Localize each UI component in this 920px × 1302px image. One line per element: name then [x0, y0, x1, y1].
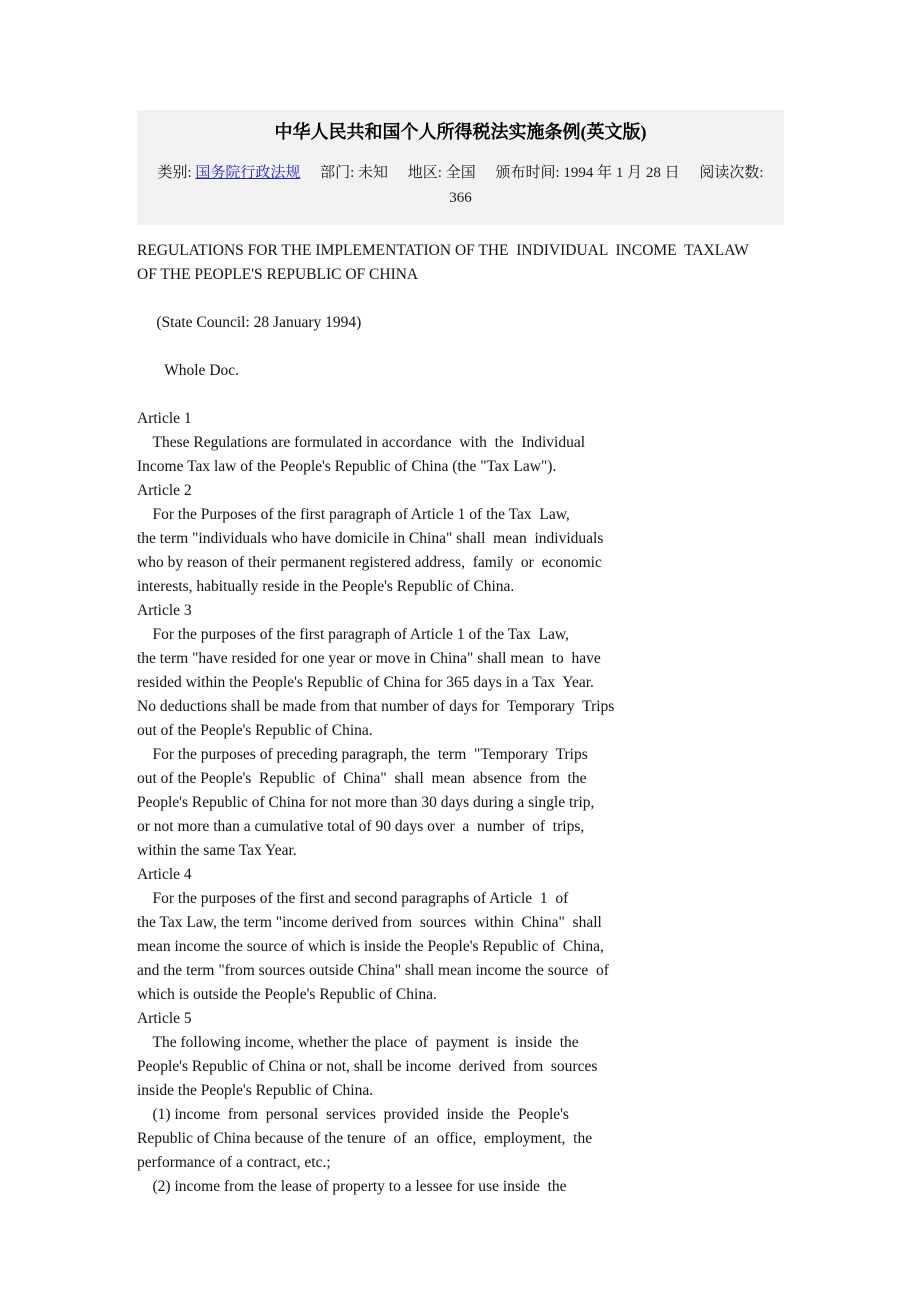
text-line: out of the People's Republic of China" shall mean absence from the: [137, 770, 587, 787]
text-line: within the same Tax Year.: [137, 842, 297, 859]
page-title: 中华人民共和国个人所得税法实施条例(英文版): [274, 122, 647, 142]
text-line: who by reason of their permanent registered address, family or economic: [137, 554, 602, 571]
document-body: [137, 239, 784, 1199]
text-line: Article 1: [137, 410, 192, 427]
text-line: For the purposes of the first paragraph of Article 1 of the Tax Law,: [137, 626, 569, 643]
meta-category: [157, 165, 300, 181]
meta-region: 地区: 全国: [407, 165, 476, 181]
document-lines: [137, 407, 784, 1199]
text-line: For the purposes of the first and second paragraphs of Article 1 of: [137, 890, 569, 907]
text-line: Republic of China because of the tenure of an office, employment, the: [137, 1130, 593, 1147]
text-line: interests, habitually reside in the People's Republic of China.: [137, 578, 515, 595]
text-line: People's Republic of China for not more than 30 days during a single trip,: [137, 794, 595, 811]
text-line: performance of a contract, etc.;: [137, 1154, 331, 1171]
text-line: Article 5: [137, 1010, 192, 1027]
meta-reads-label: 阅读次数:: [699, 165, 764, 181]
meta-reads-value: 366: [449, 190, 472, 206]
text-line: the Tax Law, the term "income derived from sources within China" shall: [137, 914, 602, 931]
whole-doc-label: Whole Doc.: [137, 362, 240, 379]
text-line: out of the People's Republic of China.: [137, 722, 373, 739]
text-line: People's Republic of China or not, shall be income derived from sources: [137, 1058, 598, 1075]
header-banner: [137, 110, 784, 225]
text-line: the term "have resided for one year or move in China" shall mean to have: [137, 650, 601, 667]
text-line: inside the People's Republic of China.: [137, 1082, 374, 1099]
text-line: Article 2: [137, 482, 192, 499]
meta-category-label: 类别:: [157, 165, 196, 181]
text-line: which is outside the People's Republic of China.: [137, 986, 437, 1003]
text-line: the term "individuals who have domicile in China" shall mean individuals: [137, 530, 604, 547]
text-line: Article 3: [137, 602, 192, 619]
category-link[interactable]: 国务院行政法规: [195, 165, 301, 181]
text-line: Article 4: [137, 866, 192, 883]
text-line: or not more than a cumulative total of 90 days over a number of trips,: [137, 818, 585, 835]
text-line: resided within the People's Republic of China for 365 days in a Tax Year.: [137, 674, 594, 691]
document-heading-line: REGULATIONS FOR THE IMPLEMENTATION OF THE INDIVIDUAL INCOME TAXLAW: [137, 242, 749, 259]
text-line: The following income, whether the place of payment is inside the: [137, 1034, 579, 1051]
text-line: For the Purposes of the first paragraph of Article 1 of the Tax Law,: [137, 506, 570, 523]
text-line: (2) income from the lease of property to a lessee for use inside the: [137, 1178, 567, 1195]
document-subheading: (State Council: 28 January 1994): [137, 314, 362, 331]
text-line: (1) income from personal services provided inside the People's: [137, 1106, 569, 1123]
text-line: These Regulations are formulated in accordance with the Individual: [137, 434, 586, 451]
meta-publish-time: 颁布时间: 1994 年 1 月 28 日: [495, 165, 680, 181]
document-heading: [137, 239, 784, 287]
text-line: No deductions shall be made from that number of days for Temporary Trips: [137, 698, 615, 715]
text-line: For the purposes of preceding paragraph, the term "Temporary Trips: [137, 746, 588, 763]
document-heading-line: OF THE PEOPLE'S REPUBLIC OF CHINA: [137, 266, 419, 283]
meta-line: [147, 161, 774, 186]
meta-department: 部门: 未知: [320, 165, 389, 181]
text-line: and the term "from sources outside China" shall mean income the source of: [137, 962, 609, 979]
text-line: Income Tax law of the People's Republic of China (the "Tax Law").: [137, 458, 557, 475]
page-content: [137, 110, 784, 1199]
text-line: mean income the source of which is inside the People's Republic of China,: [137, 938, 604, 955]
